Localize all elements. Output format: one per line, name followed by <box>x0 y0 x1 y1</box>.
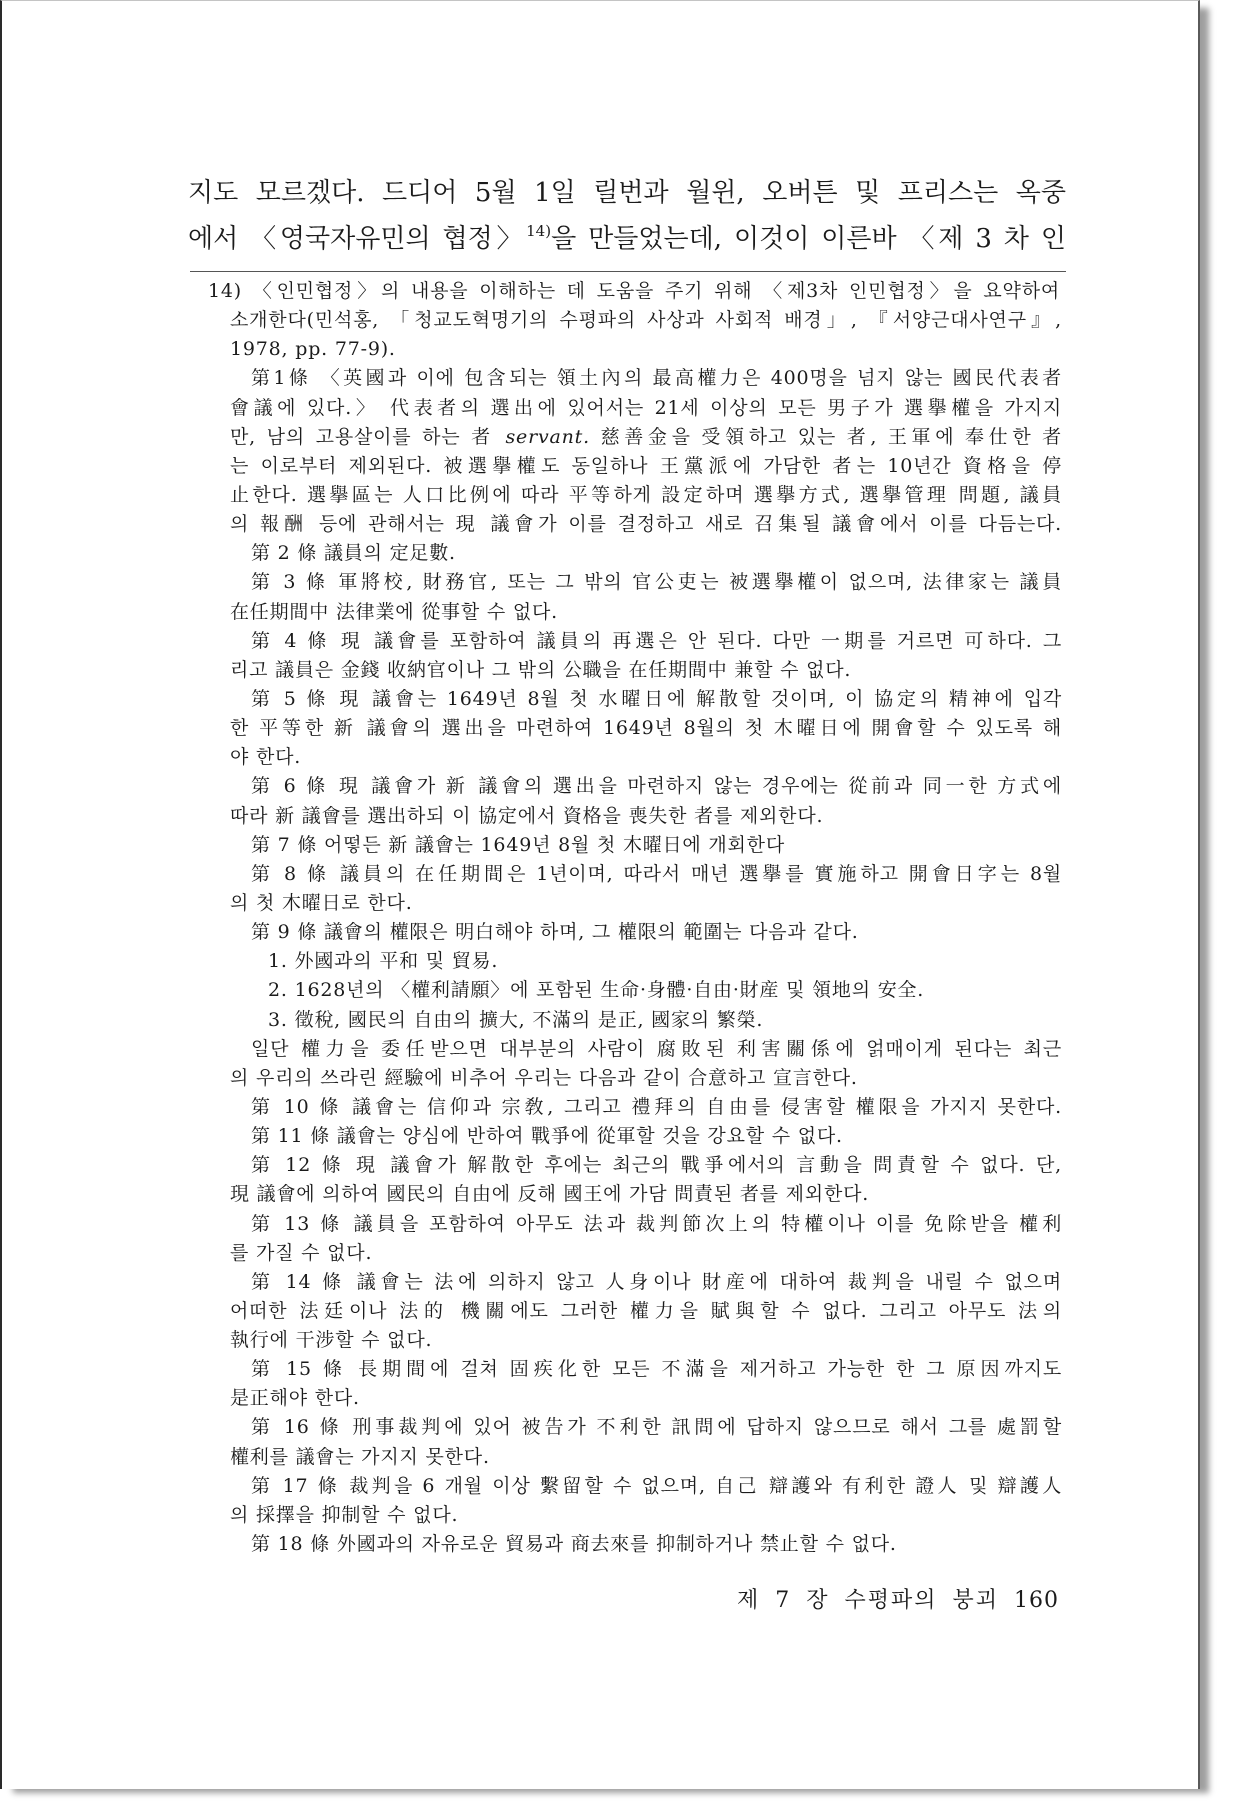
main-text-line <box>188 216 1066 262</box>
footnote-line: 의 우리의 쓰라린 經驗에 비추어 우리는 다음과 같이 合意하고 宣言한다. <box>230 1066 858 1089</box>
footnote-line: 의 採擇을 抑制할 수 없다. <box>230 1503 459 1526</box>
footnote-line: 執行에 干涉할 수 없다. <box>230 1329 433 1352</box>
footnote-line: 따라 新 議會를 選出하되 이 協定에서 資格을 喪失한 者를 제외한다. <box>230 804 824 827</box>
footnote-article-line: 第 5 條 現 議會는 1649년 8월 첫 水曜日에 解散할 것이며, 이 協定의 精神에 입각 <box>251 687 1062 710</box>
footnote-line: 소개한다(민석홍, 「청교도혁명기의 수평파의 사상과 사회적 배경」, 『서양근대사연구』, <box>230 309 1062 332</box>
footnote <box>0 277 1251 1559</box>
footnote-line: 會議에 있다.〉 代表者의 選出에 있어서는 21세 이상의 모든 男子가 選擧權을 가지지 <box>230 396 1062 419</box>
footnote-line: 야 한다. <box>230 746 302 769</box>
footnote-marker-line: 14) 〈인민협정〉의 내용을 이해하는 데 도움을 주기 위해 〈제3차 인민협정〉을 요약하여 <box>208 280 1060 302</box>
running-head: 제 7 장 수평파의 붕괴 <box>737 1588 999 1613</box>
footnote-article-line: 第 18 條 外國과의 자유로운 貿易과 商去來를 抑制하거나 禁止할 수 없다. <box>251 1533 897 1556</box>
footnote-article-line: 第 16 條 刑事裁判에 있어 被告가 不利한 訊問에 답하지 않으므로 해서 그를 處罰할 <box>251 1416 1062 1439</box>
footnote-list-item: 3. 徵稅, 國民의 自由의 擴大, 不滿의 是正, 國家의 繁榮. <box>268 1008 764 1031</box>
italic-term: servant. <box>505 425 590 448</box>
footnote-line: 止한다. 選擧區는 人口比例에 따라 平等하게 設定하며 選擧方式, 選擧管理 問題, 議員 <box>230 483 1062 506</box>
footnote-article-line: 第 10 條 議會는 信仰과 宗敎, 그리고 禮拜의 自由를 侵害할 權限을 가지지 못한다. <box>251 1095 1062 1118</box>
footnote-article-line: 第 4 條 現 議會를 포함하여 議員의 再選은 안 된다. 다만 一期를 거르면 可하다. 그 <box>251 629 1062 652</box>
footnote-line <box>230 423 1062 452</box>
main-text-segment: 을 만들었는데, 이것이 이른바 〈제 3 차 인 <box>551 224 1066 254</box>
footnote-article-line: 第 3 條 軍將校, 財務官, 또는 그 밖의 官公吏는 被選擧權이 없으며, 法律家는 議員 <box>251 571 1062 594</box>
footnote-article-line: 第 13 條 議員을 포함하여 아무도 法과 裁判節次上의 特權이나 이를 免除받을 權利 <box>251 1212 1062 1235</box>
footnote-line: 한 平等한 新 議會의 選出을 마련하여 1649년 8월의 첫 木曜日에 開會할 수 있도록 해 <box>230 717 1062 740</box>
footnote-article-line: 第 9 條 議會의 權限은 明白해야 하며, 그 權限의 範圍는 다음과 같다. <box>251 921 859 944</box>
footnote-article-line: 第 8 條 議員의 在任期間은 1년이며, 따라서 매년 選擧를 實施하고 開會日字는 8월 <box>251 862 1062 885</box>
footnote-article-line: 第 7 條 어떻든 新 議會는 1649년 8월 첫 木曜日에 개회한다 <box>251 833 785 856</box>
footnote-list-item: 1. 外國과의 平和 및 貿易. <box>268 950 499 973</box>
footnote-list-item: 2. 1628년의 〈權利請願〉에 포함된 生命·身體·自由·財産 및 領地의 安全. <box>268 979 925 1002</box>
footnote-line: 일단 權力을 委任받으면 대부분의 사람이 腐敗된 利害關係에 얽매이게 된다는 최근 <box>251 1037 1062 1060</box>
footnote-line: 의 報酬 등에 관해서는 現 議會가 이를 결정하고 새로 召集될 議會에서 이를 다듬는다. <box>230 513 1062 536</box>
footnote-line: 權利를 議會는 가지지 못한다. <box>230 1445 490 1468</box>
footnote-article-line: 第 11 條 議會는 양심에 반하여 戰爭에 從軍할 것을 강요할 수 없다. <box>251 1125 843 1148</box>
footnote-separator <box>190 271 1066 272</box>
footnote-line: 現 議會에 의하여 國民의 自由에 反해 國王에 가담 問責된 者를 제외한다. <box>230 1183 870 1206</box>
footnote-segment: 慈善金을 受領하고 있는 者, 王軍에 奉仕한 者 <box>589 425 1062 448</box>
page-number: 160 <box>1014 1588 1059 1613</box>
footnote-line: 是正해야 한다. <box>230 1387 360 1410</box>
footnote-line: 在任期間中 法律業에 從事할 수 없다. <box>230 600 558 623</box>
footnote-article-line: 第1條 〈英國과 이에 包含되는 領土內의 最高權力은 400명을 넘지 않는 國民代表者 <box>251 367 1062 390</box>
footnote-line: 1978, pp. 77-9). <box>230 338 396 361</box>
footnote-line: 는 이로부터 제외된다. 被選擧權도 동일하나 王黨派에 가담한 者는 10년간 資格을 停 <box>230 454 1062 477</box>
footnote-line: 리고 議員은 金錢 收納官이나 그 밖의 公職을 在任期間中 兼할 수 없다. <box>230 658 852 681</box>
footnote-line: 의 첫 木曜日로 한다. <box>230 891 413 914</box>
main-text-segment: 에서 〈영국자유민의 협정〉 <box>188 224 527 254</box>
footnote-line: 를 가질 수 없다. <box>230 1241 373 1264</box>
footnote-article-line: 第 17 條 裁判을 6 개월 이상 繫留할 수 없으며, 自己 辯護와 有利한 證人 및 辯護人 <box>251 1474 1062 1497</box>
main-text-line: 지도 모르겠다. 드디어 5월 1일 릴번과 월윈, 오버튼 및 프리스는 옥중 <box>188 178 1066 208</box>
footnote-article-line: 第 6 條 現 議會가 新 議會의 選出을 마련하지 않는 경우에는 從前과 同一한 方式에 <box>251 775 1062 798</box>
footnote-article-line: 第 2 條 議員의 定足數. <box>251 542 456 565</box>
footnote-article-line: 第 15 條 長期間에 걸쳐 固疾化한 모든 不滿을 제거하고 가능한 한 그 原因까지도 <box>251 1358 1062 1381</box>
footnote-line: 어떠한 法廷이나 法的 機關에도 그러한 權力을 賦與할 수 없다. 그리고 아무도 法의 <box>230 1299 1062 1322</box>
footnote-article-line: 第 14 條 議會는 法에 의하지 않고 人身이나 財産에 대하여 裁判을 내릴 수 없으며 <box>251 1270 1062 1293</box>
footnote-segment: 만, 남의 고용살이를 하는 者 <box>230 425 506 448</box>
main-text <box>0 170 1251 262</box>
footnote-article-line: 第 12 條 現 議會가 解散한 후에는 최근의 戰爭에서의 言動을 問責할 수 없다. 단, <box>251 1154 1062 1177</box>
footnote-reference: 14) <box>526 222 552 240</box>
